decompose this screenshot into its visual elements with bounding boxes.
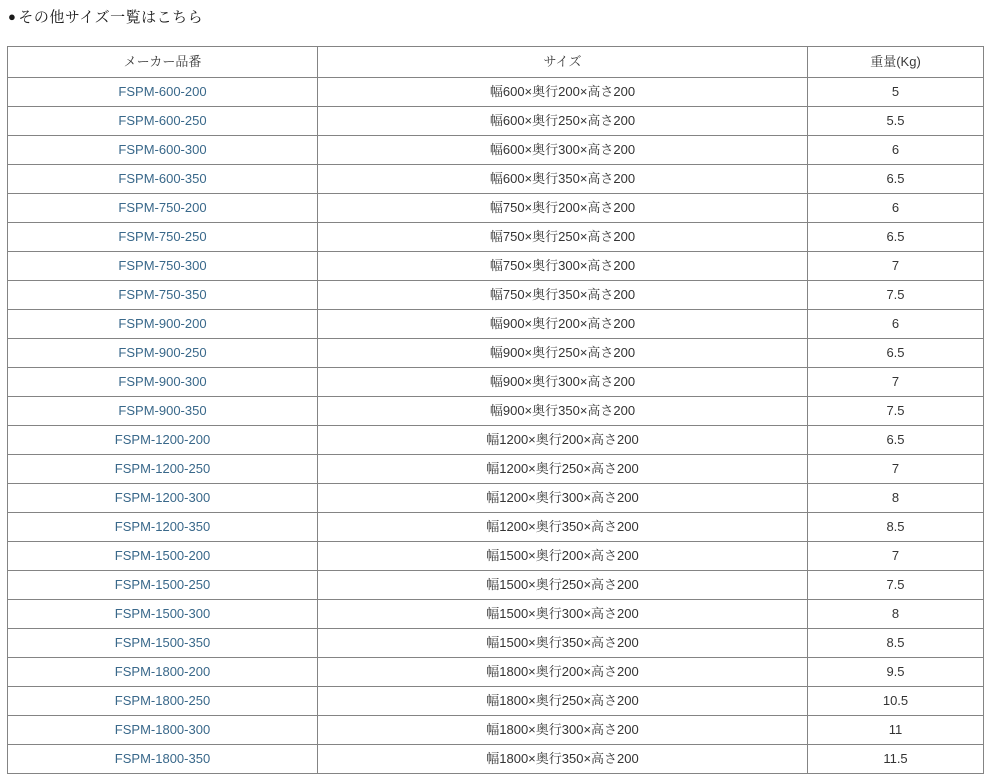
col-header-size: サイズ [318,47,808,78]
size-cell: 幅1500×奥行250×高さ200 [318,571,808,600]
part-number-link[interactable]: FSPM-1800-250 [114,693,211,708]
part-number-cell [8,281,318,310]
weight-cell: 6 [808,310,984,339]
part-number-link[interactable]: FSPM-750-250 [118,229,207,244]
part-number-cell [8,252,318,281]
weight-cell: 8 [808,600,984,629]
part-number-link[interactable]: FSPM-1500-200 [114,548,211,563]
size-cell: 幅1500×奥行300×高さ200 [318,600,808,629]
table-row [8,455,984,484]
weight-cell: 5.5 [808,107,984,136]
size-cell: 幅750×奥行300×高さ200 [318,252,808,281]
size-table-body [8,78,984,774]
part-number-cell [8,397,318,426]
size-cell: 幅600×奥行250×高さ200 [318,107,808,136]
col-header-weight: 重量(Kg) [808,47,984,78]
weight-cell: 7 [808,252,984,281]
size-cell: 幅1800×奥行350×高さ200 [318,745,808,774]
weight-cell: 8 [808,484,984,513]
part-number-link[interactable]: FSPM-750-350 [118,287,207,302]
weight-cell: 11.5 [808,745,984,774]
table-row [8,252,984,281]
size-table-header [8,47,984,78]
size-cell: 幅600×奥行200×高さ200 [318,78,808,107]
part-number-link[interactable]: FSPM-1500-250 [114,577,211,592]
table-row [8,281,984,310]
table-row [8,310,984,339]
part-number-cell [8,687,318,716]
part-number-link[interactable]: FSPM-900-300 [118,374,207,389]
table-row [8,194,984,223]
weight-cell: 11 [808,716,984,745]
size-cell: 幅600×奥行350×高さ200 [318,165,808,194]
weight-cell: 9.5 [808,658,984,687]
table-row [8,165,984,194]
table-row [8,745,984,774]
table-row [8,687,984,716]
part-number-cell [8,107,318,136]
size-cell: 幅1200×奥行300×高さ200 [318,484,808,513]
part-number-cell [8,716,318,745]
table-row [8,484,984,513]
size-cell: 幅900×奥行300×高さ200 [318,368,808,397]
part-number-link[interactable]: FSPM-900-200 [118,316,207,331]
header-row [8,47,984,78]
table-row [8,426,984,455]
part-number-link[interactable]: FSPM-900-250 [118,345,207,360]
size-cell: 幅1500×奥行350×高さ200 [318,629,808,658]
table-row [8,397,984,426]
part-number-link[interactable]: FSPM-1800-350 [114,751,211,766]
part-number-link[interactable]: FSPM-600-200 [118,84,207,99]
part-number-link[interactable]: FSPM-750-200 [118,200,207,215]
table-row [8,368,984,397]
part-number-link[interactable]: FSPM-1200-200 [114,432,211,447]
part-number-cell [8,339,318,368]
size-cell: 幅1200×奥行250×高さ200 [318,455,808,484]
col-header-part-number: メーカー品番 [8,47,318,78]
table-row [8,716,984,745]
size-cell: 幅1800×奥行200×高さ200 [318,658,808,687]
weight-cell: 8.5 [808,629,984,658]
size-table [7,46,984,774]
part-number-cell [8,426,318,455]
size-cell: 幅1200×奥行200×高さ200 [318,426,808,455]
part-number-link[interactable]: FSPM-1200-350 [114,519,211,534]
part-number-cell [8,658,318,687]
part-number-link[interactable]: FSPM-1800-200 [114,664,211,679]
table-row [8,513,984,542]
size-cell: 幅1200×奥行350×高さ200 [318,513,808,542]
weight-cell: 6 [808,194,984,223]
bullet-icon: ● [8,9,17,24]
part-number-link[interactable]: FSPM-1500-300 [114,606,211,621]
part-number-link[interactable]: FSPM-750-300 [118,258,207,273]
size-cell: 幅1500×奥行200×高さ200 [318,542,808,571]
weight-cell: 6.5 [808,426,984,455]
weight-cell: 5 [808,78,984,107]
part-number-cell [8,78,318,107]
part-number-cell [8,513,318,542]
size-cell: 幅900×奥行250×高さ200 [318,339,808,368]
weight-cell: 7 [808,368,984,397]
part-number-link[interactable]: FSPM-1200-250 [114,461,211,476]
weight-cell: 6.5 [808,223,984,252]
weight-cell: 8.5 [808,513,984,542]
weight-cell: 7.5 [808,281,984,310]
size-cell: 幅750×奥行250×高さ200 [318,223,808,252]
part-number-link[interactable]: FSPM-600-300 [118,142,207,157]
table-row [8,571,984,600]
table-row [8,107,984,136]
part-number-cell [8,542,318,571]
size-cell: 幅900×奥行200×高さ200 [318,310,808,339]
part-number-cell [8,223,318,252]
part-number-link[interactable]: FSPM-1200-300 [114,490,211,505]
part-number-link[interactable]: FSPM-900-350 [118,403,207,418]
table-row [8,78,984,107]
part-number-link[interactable]: FSPM-1800-300 [114,722,211,737]
part-number-cell [8,165,318,194]
section-title-text: その他サイズ一覧はこちら [18,9,204,26]
part-number-cell [8,368,318,397]
part-number-link[interactable]: FSPM-1500-350 [114,635,211,650]
weight-cell: 6 [808,136,984,165]
part-number-cell [8,310,318,339]
size-cell: 幅750×奥行350×高さ200 [318,281,808,310]
size-cell: 幅1800×奥行250×高さ200 [318,687,808,716]
table-row [8,658,984,687]
part-number-cell [8,629,318,658]
part-number-link[interactable]: FSPM-600-250 [118,113,207,128]
weight-cell: 10.5 [808,687,984,716]
weight-cell: 6.5 [808,165,984,194]
table-row [8,542,984,571]
part-number-cell [8,194,318,223]
part-number-link[interactable]: FSPM-600-350 [118,171,207,186]
section-title [8,8,983,26]
part-number-cell [8,455,318,484]
table-row [8,223,984,252]
weight-cell: 6.5 [808,339,984,368]
size-cell: 幅1800×奥行300×高さ200 [318,716,808,745]
weight-cell: 7.5 [808,397,984,426]
part-number-cell [8,571,318,600]
size-cell: 幅600×奥行300×高さ200 [318,136,808,165]
part-number-cell [8,136,318,165]
table-row [8,339,984,368]
size-cell: 幅750×奥行200×高さ200 [318,194,808,223]
size-cell: 幅900×奥行350×高さ200 [318,397,808,426]
part-number-cell [8,600,318,629]
weight-cell: 7 [808,542,984,571]
table-row [8,629,984,658]
table-row [8,600,984,629]
weight-cell: 7 [808,455,984,484]
part-number-cell [8,745,318,774]
part-number-cell [8,484,318,513]
table-row [8,136,984,165]
weight-cell: 7.5 [808,571,984,600]
